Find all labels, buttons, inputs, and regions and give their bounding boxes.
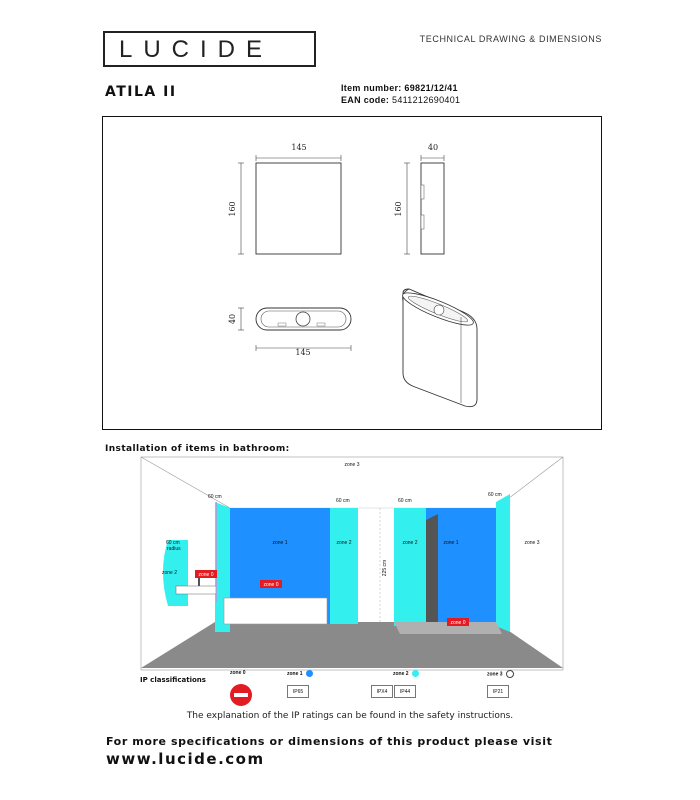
bathroom-section-title: Installation of items in bathroom: xyxy=(105,444,290,454)
page-title: TECHNICAL DRAWING & DIMENSIONS xyxy=(419,34,602,44)
ean-code-label: EAN code: xyxy=(341,95,390,105)
front-view xyxy=(228,143,341,254)
side-view xyxy=(394,143,444,254)
ip-zone1-label: zone 1 xyxy=(287,670,303,677)
zone2-right-label: zone 2 xyxy=(402,540,418,546)
ipx4-badge: IPX4 xyxy=(371,685,393,698)
ip-zone0-heading: zone 0 xyxy=(230,670,246,676)
radius-label-word: radius xyxy=(167,546,181,552)
ip-zone3-label: zone 3 xyxy=(487,671,503,678)
dim-60cm-center-left: 60 cm xyxy=(336,498,350,504)
bathroom-zones-diagram xyxy=(140,456,564,672)
ip-zone2-heading xyxy=(393,670,419,677)
side-height-label: 160 xyxy=(394,201,403,217)
zone0-shower-label: zone 0 xyxy=(450,620,466,626)
ip-zone3-heading xyxy=(487,670,514,678)
zone2-color-dot-icon xyxy=(412,670,419,677)
ip21-badge: IP21 xyxy=(487,685,509,698)
zone1-color-dot-icon xyxy=(306,670,313,677)
ean-code-line xyxy=(341,95,460,105)
brand-wordmark: LUCIDE xyxy=(119,36,274,63)
no-entry-icon xyxy=(230,684,252,706)
top-view xyxy=(228,308,351,357)
shower-partition xyxy=(426,514,438,626)
bathtub xyxy=(224,598,327,624)
item-number-line xyxy=(341,83,458,93)
zone2-sink-label: zone 2 xyxy=(162,570,178,576)
side-depth-label: 40 xyxy=(427,143,439,152)
zone2-shower-side xyxy=(394,508,426,626)
brand-logo xyxy=(103,31,316,67)
zone3-top-label: zone 3 xyxy=(344,462,360,468)
item-number-value: 69821/12/41 xyxy=(404,83,458,93)
dim-60cm-left: 60 cm xyxy=(208,494,222,500)
ip65-badge: IP65 xyxy=(287,685,309,698)
more-info-text: For more specifications or dimensions of this product please visit xyxy=(106,735,553,748)
dim-60cm-right: 60 cm xyxy=(488,492,502,498)
product-name: ATILA II xyxy=(105,84,177,100)
dim-60cm-center-right: 60 cm xyxy=(398,498,412,504)
technical-drawing-panel xyxy=(102,116,602,430)
zone3-right-label: zone 3 xyxy=(524,540,540,546)
ip-explanation-note: The explanation of the IP ratings can be found in the safety instructions. xyxy=(186,711,514,721)
radius-label-value: 60 cm xyxy=(166,540,180,546)
ip-zone1-heading xyxy=(287,670,313,677)
technical-drawing xyxy=(103,117,603,431)
perspective-view xyxy=(400,287,477,406)
ean-code-value: 5411212690401 xyxy=(392,95,461,105)
zone0-sink-label: zone 0 xyxy=(198,572,214,578)
zone2-left-label: zone 2 xyxy=(336,540,352,546)
ip-classifications-title: IP classifications xyxy=(140,676,206,684)
item-number-label: Item number: xyxy=(341,83,402,93)
front-width-label: 145 xyxy=(291,143,307,152)
zone1-right-label: zone 1 xyxy=(443,540,459,546)
zone0-bath-label: zone 0 xyxy=(263,582,279,588)
website-link[interactable]: www.lucide.com xyxy=(106,750,265,768)
sink xyxy=(176,586,216,594)
top-width-label: 145 xyxy=(295,348,311,357)
top-depth-label: 40 xyxy=(228,313,237,325)
floor xyxy=(141,622,563,668)
ip-zone2-label: zone 2 xyxy=(393,670,409,677)
zone2-right-wall xyxy=(496,494,510,632)
zone2-bath-side xyxy=(330,508,358,624)
height-225-label: 225 cm xyxy=(382,559,388,577)
zone3-empty-dot-icon xyxy=(506,670,514,678)
zone1-left-label: zone 1 xyxy=(272,540,288,546)
ip44-badge: IP44 xyxy=(394,685,416,698)
front-height-label: 160 xyxy=(228,201,237,217)
